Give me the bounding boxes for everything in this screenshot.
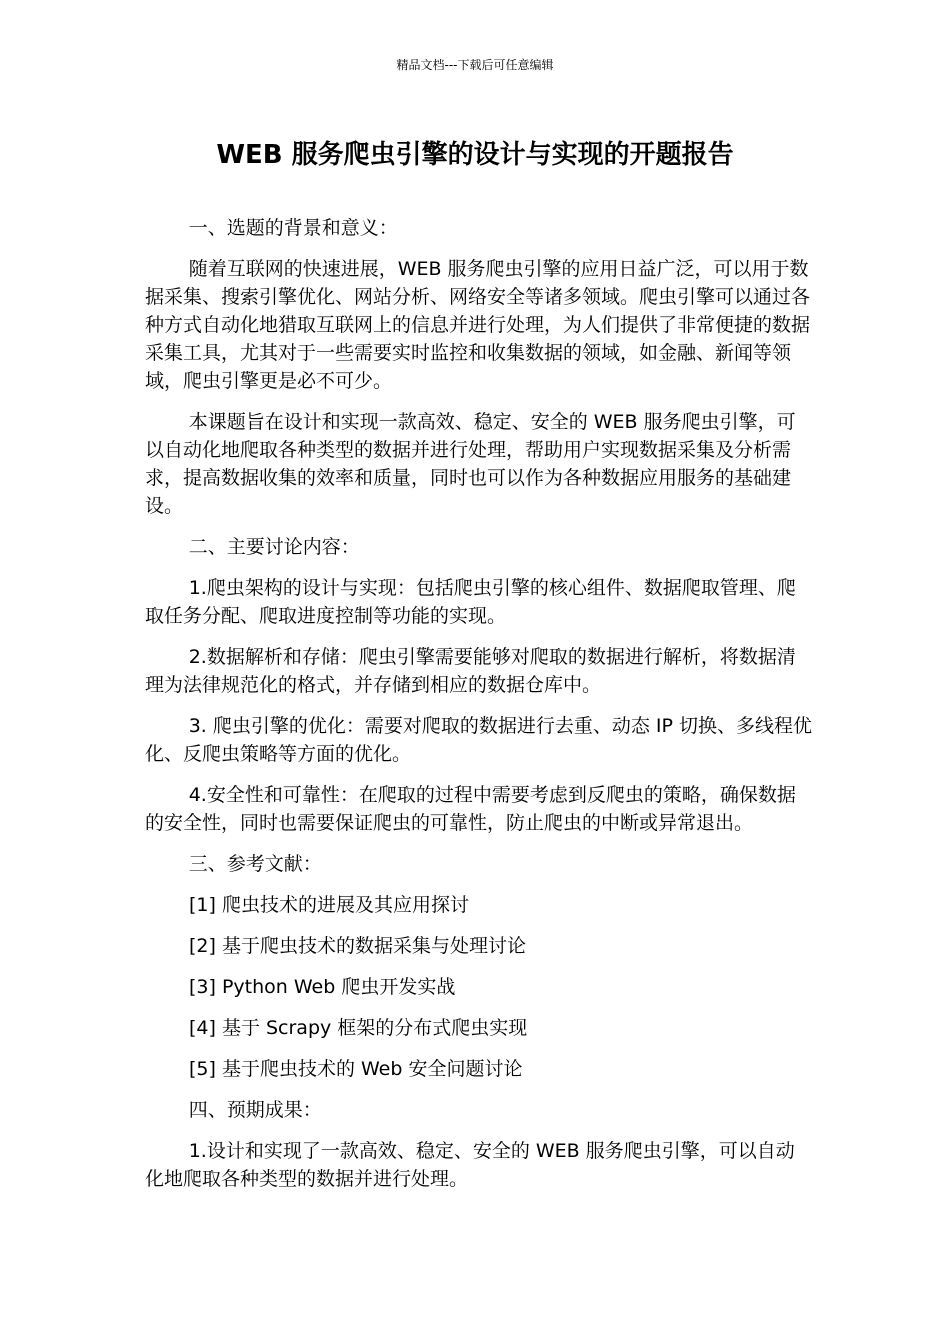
document-body xyxy=(145,214,813,1206)
reference-item-3: [3] Python Web 爬虫开发实战 xyxy=(189,976,456,998)
reference-item-4: [4] 基于 Scrapy 框架的分布式爬虫实现 xyxy=(189,1017,528,1039)
background-paragraph-2: 本课题旨在设计和实现一款高效、稳定、安全的 WEB 服务爬虫引擎，可以自动化地爬取各种类型的数据并进行处理，帮助用户实现数据采集及分析需求，提高数据收集的效率和质量，同时也可以作为各种数据应用服务的基础建设。 xyxy=(145,411,796,517)
document-title: WEB 服务爬虫引擎的设计与实现的开题报告 xyxy=(216,140,734,170)
section-heading-background: 一、选题的背景和意义： xyxy=(188,217,398,239)
reference-item-1: [1] 爬虫技术的进展及其应用探讨 xyxy=(189,894,469,916)
content-item-1: 1.爬虫架构的设计与实现：包括爬虫引擎的核心组件、数据爬取管理、爬取任务分配、爬取进度控制等功能的实现。 xyxy=(145,577,796,627)
reference-item-5: [5] 基于爬虫技术的 Web 安全问题讨论 xyxy=(189,1058,523,1080)
content-item-3: 3. 爬虫引擎的优化：需要对爬取的数据进行去重、动态 IP 切换、多线程优化、反爬虫策略等方面的优化。 xyxy=(145,715,812,765)
section-heading-content: 二、主要讨论内容： xyxy=(188,536,360,558)
outcome-item-1: 1.设计和实现了一款高效、稳定、安全的 WEB 服务爬虫引擎，可以自动化地爬取各种类型的数据并进行处理。 xyxy=(145,1140,795,1190)
reference-item-2: [2] 基于爬虫技术的数据采集与处理讨论 xyxy=(189,935,526,957)
content-item-4: 4.安全性和可靠性：在爬取的过程中需要考虑到反爬虫的策略，确保数据的安全性，同时也需要保证爬虫的可靠性，防止爬虫的中断或异常退出。 xyxy=(145,784,796,834)
background-paragraph-1: 随着互联网的快速进展，WEB 服务爬虫引擎的应用日益广泛，可以用于数据采集、搜索引擎优化、网站分析、网络安全等诸多领域。爬虫引擎可以通过各种方式自动化地猎取互联网上的信息并进行处理，为人们提供了非常便捷的数据采集工具，尤其对于一些需要实时监控和收集数据的领域，如金融、新闻等领域，爬虫引擎更是必不可少。 xyxy=(145,258,811,392)
content-item-2: 2.数据解析和存储：爬虫引擎需要能够对爬取的数据进行解析，将数据清理为法律规范化的格式，并存储到相应的数据仓库中。 xyxy=(145,646,796,696)
header-note: 精品文档---下载后可任意编辑 xyxy=(396,58,554,72)
section-heading-references: 三、参考文献： xyxy=(188,853,322,875)
section-heading-outcomes: 四、预期成果： xyxy=(188,1099,322,1121)
